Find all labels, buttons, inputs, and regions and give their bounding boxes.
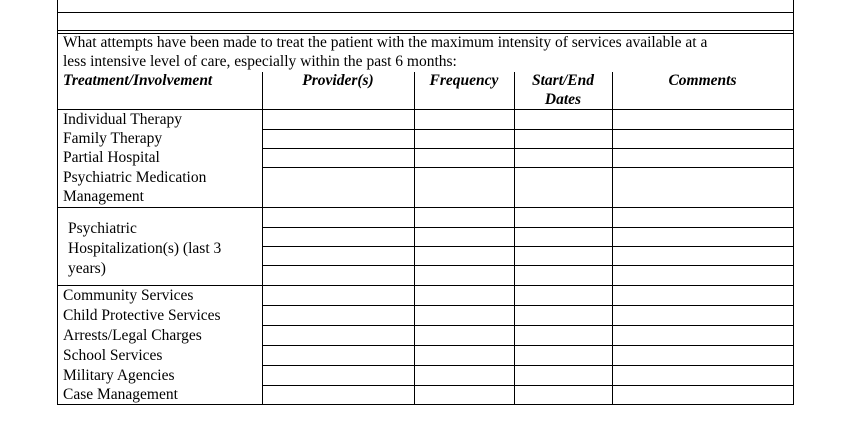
row-label-individual-therapy: Individual Therapy xyxy=(63,111,182,128)
row-label-case-management: Case Management xyxy=(63,386,178,403)
column-divider-3 xyxy=(514,72,515,405)
row-rule xyxy=(57,285,794,286)
row-rule xyxy=(262,385,794,386)
section-rule-upper xyxy=(57,30,794,31)
row-label-hospitalization-line-3: years) xyxy=(68,260,106,277)
row-label-community-services: Community Services xyxy=(63,287,194,304)
table-bottom-rule xyxy=(57,404,794,405)
column-header-dates-line-1: Start/End xyxy=(531,72,595,89)
column-header-providers: Provider(s) xyxy=(302,72,374,89)
row-rule xyxy=(262,148,794,149)
row-label-arrests-legal-charges: Arrests/Legal Charges xyxy=(63,327,202,344)
row-label-partial-hospital: Partial Hospital xyxy=(63,149,160,166)
row-label-family-therapy: Family Therapy xyxy=(63,130,163,147)
column-header-dates-line-2: Dates xyxy=(544,91,582,108)
row-rule xyxy=(262,265,794,266)
question-line-1: What attempts have been made to treat the patient with the maximum intensity of services available at a xyxy=(63,34,708,51)
row-label-hospitalization-line-2: Hospitalization(s) (last 3 xyxy=(68,240,222,257)
row-rule xyxy=(262,325,794,326)
question-line-2: less intensive level of care, especially within the past 6 months: xyxy=(63,53,457,70)
row-rule xyxy=(262,365,794,366)
column-header-comments: Comments xyxy=(668,72,737,89)
column-divider-4 xyxy=(612,72,613,405)
row-label-medication-line-1: Psychiatric Medication xyxy=(63,169,207,186)
row-rule xyxy=(262,129,794,130)
table-border-left xyxy=(57,0,58,405)
column-header-frequency: Frequency xyxy=(429,72,499,89)
row-label-school-services: School Services xyxy=(63,347,163,364)
row-rule xyxy=(262,227,794,228)
header-bottom-rule xyxy=(57,109,794,110)
row-rule xyxy=(262,167,794,168)
row-label-hospitalization-line-1: Psychiatric xyxy=(68,220,137,237)
column-divider-1 xyxy=(262,72,263,405)
row-label-medication-line-2: Management xyxy=(63,188,144,205)
column-header-treatment: Treatment/Involvement xyxy=(63,72,213,89)
row-label-child-protective-services: Child Protective Services xyxy=(63,307,221,324)
row-rule xyxy=(262,345,794,346)
row-rule xyxy=(57,207,794,208)
row-rule xyxy=(262,246,794,247)
column-divider-2 xyxy=(414,72,415,405)
row-rule xyxy=(262,305,794,306)
table-top-rule xyxy=(57,12,794,13)
row-label-military-agencies: Military Agencies xyxy=(63,367,175,384)
